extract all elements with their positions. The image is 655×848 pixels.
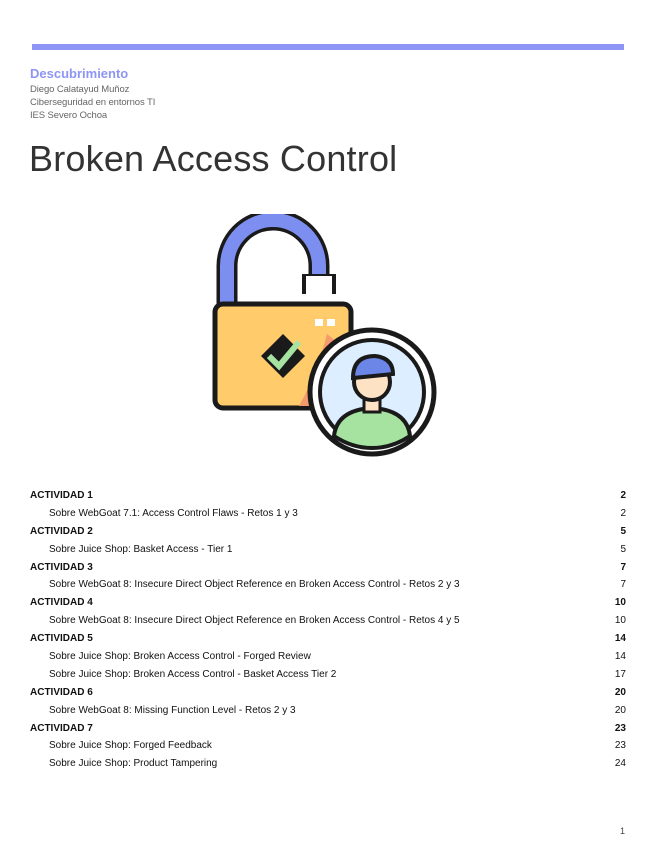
toc-entry[interactable] xyxy=(30,651,626,669)
toc-entry-title: ACTIVIDAD 4 xyxy=(30,597,93,609)
toc-entry-page: 10 xyxy=(614,615,626,627)
toc-entry-page: 7 xyxy=(620,561,626,573)
table-of-contents xyxy=(30,490,626,776)
toc-heading[interactable] xyxy=(30,490,626,508)
author-name: Diego Calatayud Muñoz xyxy=(30,84,130,95)
toc-entry[interactable] xyxy=(30,615,626,633)
page-number: 1 xyxy=(619,826,625,836)
toc-heading[interactable] xyxy=(30,597,626,615)
toc-entry-title: Sobre Juice Shop: Basket Access - Tier 1 xyxy=(49,543,233,555)
course-name: Ciberseguridad en entornos TI xyxy=(30,97,156,108)
toc-entry-page: 7 xyxy=(620,579,626,591)
toc-heading[interactable] xyxy=(30,526,626,544)
toc-entry-title: ACTIVIDAD 3 xyxy=(30,561,93,573)
toc-entry-page: 2 xyxy=(620,490,626,501)
toc-entry-page: 23 xyxy=(614,740,626,752)
toc-entry-title: Sobre WebGoat 8: Missing Function Level - Retos 2 y 3 xyxy=(49,704,296,716)
toc-entry-title: ACTIVIDAD 5 xyxy=(30,633,93,645)
toc-entry-title: ACTIVIDAD 7 xyxy=(30,722,93,734)
toc-entry-page: 24 xyxy=(614,758,626,770)
toc-entry-title: Sobre Juice Shop: Product Tampering xyxy=(49,758,218,770)
page-title: Broken Access Control xyxy=(29,138,398,179)
toc-entry[interactable] xyxy=(30,740,626,758)
toc-heading[interactable] xyxy=(30,562,626,580)
toc-entry[interactable] xyxy=(30,705,626,723)
toc-entry-page: 14 xyxy=(614,633,626,645)
toc-entry[interactable] xyxy=(30,758,626,776)
toc-entry[interactable] xyxy=(30,579,626,597)
section-label: Descubrimiento xyxy=(30,66,129,81)
toc-entry[interactable] xyxy=(30,669,626,687)
toc-entry-page: 10 xyxy=(614,597,626,609)
toc-entry-page: 20 xyxy=(614,686,626,698)
toc-entry-title: Sobre WebGoat 8: Insecure Direct Object Reference en Broken Access Control - Retos 2 y 3 xyxy=(49,579,460,591)
toc-entry-page: 5 xyxy=(620,525,626,537)
toc-entry-page: 2 xyxy=(620,507,626,519)
toc-entry[interactable] xyxy=(30,508,626,526)
toc-heading[interactable] xyxy=(30,687,626,705)
toc-heading[interactable] xyxy=(30,723,626,741)
toc-entry-title: Sobre Juice Shop: Broken Access Control - Basket Access Tier 2 xyxy=(49,668,337,680)
header-accent-bar xyxy=(32,44,624,50)
toc-entry-page: 20 xyxy=(614,704,626,716)
toc-entry-page: 5 xyxy=(620,543,626,555)
toc-entry-page: 14 xyxy=(614,651,626,663)
school-name: IES Severo Ochoa xyxy=(30,110,108,121)
toc-heading[interactable] xyxy=(30,633,626,651)
toc-entry-title: ACTIVIDAD 2 xyxy=(30,525,93,537)
toc-entry-page: 23 xyxy=(614,722,626,734)
unlocked-padlock-user-icon xyxy=(207,214,443,467)
toc-entry-title: ACTIVIDAD 1 xyxy=(30,490,93,501)
toc-entry[interactable] xyxy=(30,544,626,562)
toc-entry-page: 17 xyxy=(614,668,626,680)
toc-entry-title: ACTIVIDAD 6 xyxy=(30,686,93,698)
toc-entry-title: Sobre Juice Shop: Forged Feedback xyxy=(49,740,212,752)
toc-entry-title: Sobre Juice Shop: Broken Access Control - Forged Review xyxy=(49,651,311,663)
toc-entry-title: Sobre WebGoat 7.1: Access Control Flaws - Retos 1 y 3 xyxy=(49,507,298,519)
toc-entry-title: Sobre WebGoat 8: Insecure Direct Object Reference en Broken Access Control - Retos 4 y 5 xyxy=(49,615,460,627)
